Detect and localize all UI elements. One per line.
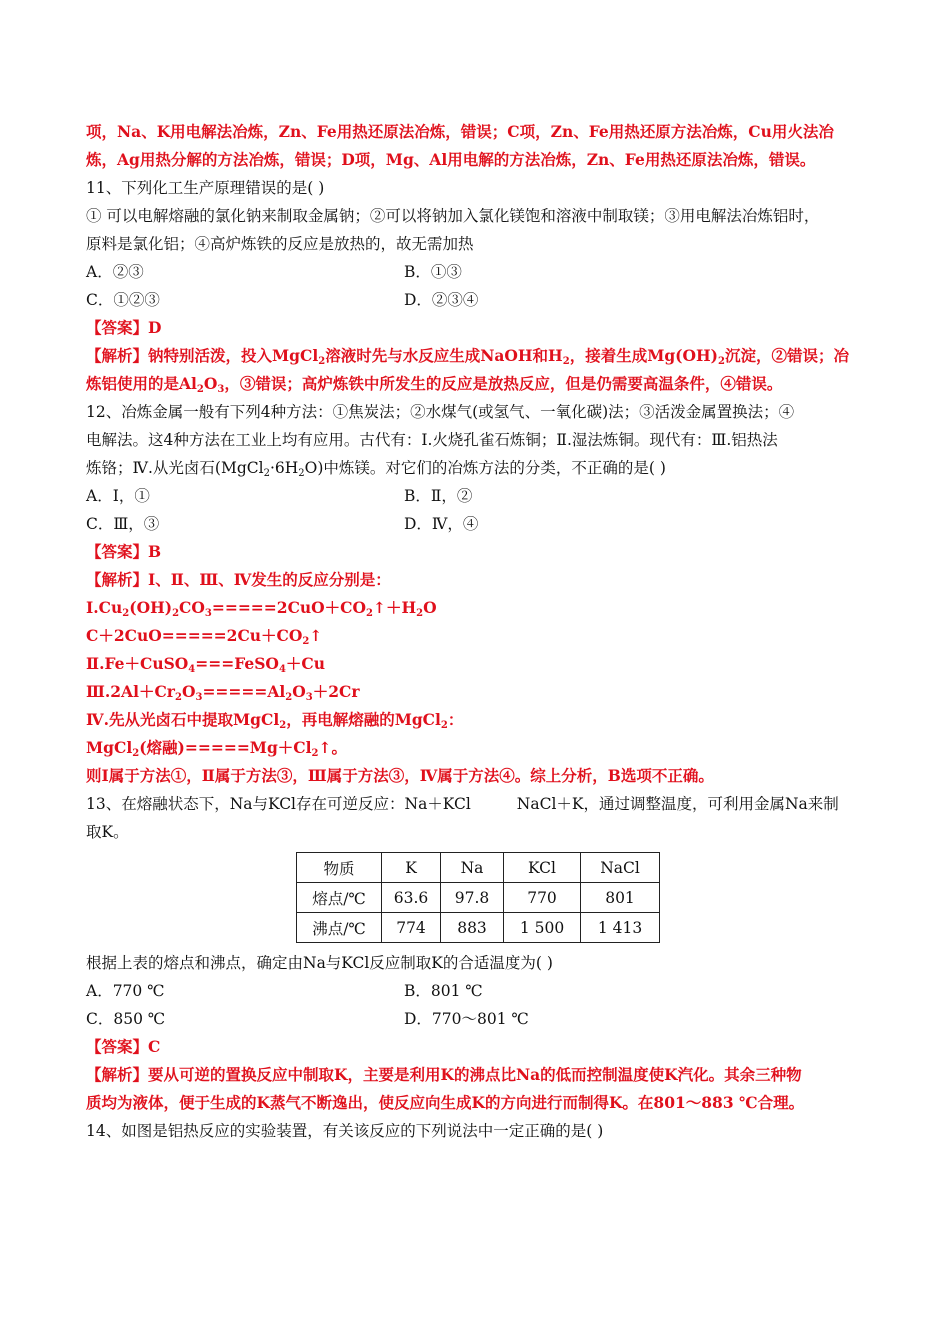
table-cell: 97.8 bbox=[441, 883, 504, 913]
q11-option-a: A．②③ bbox=[86, 263, 144, 281]
document-page bbox=[86, 118, 876, 1145]
table-header-cell: NaCl bbox=[581, 853, 660, 883]
q13-explanation-2: 质均为液体，便于生成的K蒸气不断逸出，使反应向生成K的方向进行而制得K。在801～883 ℃合理。 bbox=[86, 1093, 805, 1112]
table-cell: 770 bbox=[504, 883, 581, 913]
q12-reaction-2: $C+2CuO=====2Cu+CO_2↑$ bbox=[86, 626, 323, 647]
q11-stem: 11、下列化工生产原理错误的是( ) bbox=[86, 179, 325, 197]
q13-question: 根据上表的熔点和沸点，确定由Na与KCl反应制取K的合适温度为( ) bbox=[86, 954, 553, 972]
table-cell: 63.6 bbox=[382, 883, 441, 913]
q13-answer: 【答案】C bbox=[86, 1037, 161, 1056]
q12-stem-3: 炼铬；Ⅳ.从光卤石$(MgCl_2\cdot 6H_2O)$中炼镁。对它们的冶炼方法的分类，不正确的是( ) bbox=[86, 459, 666, 479]
q12-reaction-3: Ⅱ.Fe＋CuSO$_4$===FeSO$_4$＋Cu bbox=[86, 654, 326, 675]
q12-option-a: A．Ⅰ，① bbox=[86, 487, 150, 505]
q11-option-b: B．①③ bbox=[404, 263, 462, 281]
q12-options-row-2 bbox=[86, 510, 876, 538]
q13-options-row-1 bbox=[86, 977, 876, 1005]
q13-explanation-1: 【解析】要从可逆的置换反应中制取K，主要是利用K的沸点比Na的低而控制温度使K汽化。其余三种物 bbox=[86, 1065, 802, 1084]
table-header-row bbox=[297, 853, 660, 883]
q13-property-table bbox=[296, 852, 660, 943]
table-header-cell: KCl bbox=[504, 853, 581, 883]
q13-stem-1: 13、在熔融状态下，Na与KCl存在可逆反应：Na＋KCl NaCl＋K，通过调整温度，可利用金属Na来制 bbox=[86, 795, 839, 813]
table-cell: 1 413 bbox=[581, 913, 660, 943]
q13-option-c: C．850 ℃ bbox=[86, 1010, 166, 1028]
table-header-cell: 物质 bbox=[297, 853, 382, 883]
q11-desc-1: ① 可以电解熔融的氯化钠来制取金属钠；②可以将钠加入氯化镁饱和溶液中制取镁；③用电解法冶炼铝时， bbox=[86, 207, 820, 225]
q12-options-row-1 bbox=[86, 482, 876, 510]
table-cell: 801 bbox=[581, 883, 660, 913]
table-cell: 774 bbox=[382, 913, 441, 943]
q12-answer: 【答案】B bbox=[86, 542, 162, 561]
q12-reaction-5: Ⅳ.先从光卤石中提取MgCl$_2$，再电解熔融的MgCl$_2$： bbox=[86, 710, 464, 731]
q12-explanation-intro: 【解析】Ⅰ、Ⅱ、Ⅲ、Ⅳ发生的反应分别是： bbox=[86, 570, 391, 589]
q11-option-d: D．②③④ bbox=[404, 291, 479, 309]
table-cell: 1 500 bbox=[504, 913, 581, 943]
q12-option-d: D．Ⅳ，④ bbox=[404, 515, 479, 533]
q12-option-b: B．Ⅱ，② bbox=[404, 487, 473, 505]
table-header-cell: Na bbox=[441, 853, 504, 883]
q12-stem-2: 电解法。这4种方法在工业上均有应用。古代有：Ⅰ.火烧孔雀石炼铜；Ⅱ.湿法炼铜。现代有：Ⅲ.铝热法 bbox=[86, 431, 778, 449]
q14-stem: 14、如图是铝热反应的实验装置，有关该反应的下列说法中一定正确的是( ) bbox=[86, 1122, 604, 1140]
q13-option-d: D．770～801 ℃ bbox=[404, 1010, 529, 1028]
table-cell: 熔点/℃ bbox=[297, 883, 382, 913]
q13-option-a: A．770 ℃ bbox=[86, 982, 165, 1000]
q11-options-row-1 bbox=[86, 258, 876, 286]
q12-conclusion: 则Ⅰ属于方法①，Ⅱ属于方法③，Ⅲ属于方法③，Ⅳ属于方法④。综上分析，B选项不正确。 bbox=[86, 766, 714, 785]
q13-options-row-2 bbox=[86, 1005, 876, 1033]
q12-reaction-4: $Ⅲ.2Al+Cr_2O_3=====Al_2O_3+2Cr$ bbox=[86, 682, 360, 703]
q11-option-c: C．①②③ bbox=[86, 291, 160, 309]
q12-stem-1: 12、冶炼金属一般有下列4种方法：①焦炭法；②水煤气(或氢气、一氧化碳)法；③活泼金属置换法；④ bbox=[86, 403, 795, 421]
q11-options-row-2 bbox=[86, 286, 876, 314]
q12-option-c: C．Ⅲ，③ bbox=[86, 515, 160, 533]
q13-table-wrapper bbox=[296, 852, 876, 943]
q11-desc-2: 原料是氯化铝；④高炉炼铁的反应是放热的，故无需加热 bbox=[86, 235, 474, 253]
q11-answer: 【答案】D bbox=[86, 318, 162, 337]
intro-line-1: 项，Na、K用电解法冶炼，Zn、Fe用热还原法冶炼，错误；C项，Zn、Fe用热还原方法冶炼，Cu用火法冶 bbox=[86, 122, 834, 141]
q13-option-b: B．801 ℃ bbox=[404, 982, 483, 1000]
table-row bbox=[297, 913, 660, 943]
q12-reaction-1: $Ⅰ.Cu_2(OH)_2CO_3=====2CuO+CO_2↑+H_2O$ bbox=[86, 598, 437, 619]
intro-line-2: 炼，Ag用热分解的方法冶炼，错误；D项，Mg、Al用电解的方法冶炼，Zn、Fe用热还原法冶炼，错误。 bbox=[86, 150, 816, 169]
table-cell: 883 bbox=[441, 913, 504, 943]
table-row bbox=[297, 883, 660, 913]
q11-explanation-2: 炼铝使用的是$Al_2O_3$，③错误；高炉炼铁中所发生的反应是放热反应，但是仍需要高温条件，④错误。 bbox=[86, 374, 783, 395]
q12-reaction-6: MgCl$_2$(熔融)$=====Mg+Cl_2↑$。 bbox=[86, 738, 347, 759]
table-header-cell: K bbox=[382, 853, 441, 883]
table-cell: 沸点/℃ bbox=[297, 913, 382, 943]
q13-stem-2: 取K。 bbox=[86, 823, 129, 841]
q11-explanation-1: 【解析】钠特别活泼，投入MgCl$_2$溶液时先与水反应生成NaOH和$H_2$，接着生成$Mg(OH)_2$沉淀，②错误；冶 bbox=[86, 346, 849, 367]
